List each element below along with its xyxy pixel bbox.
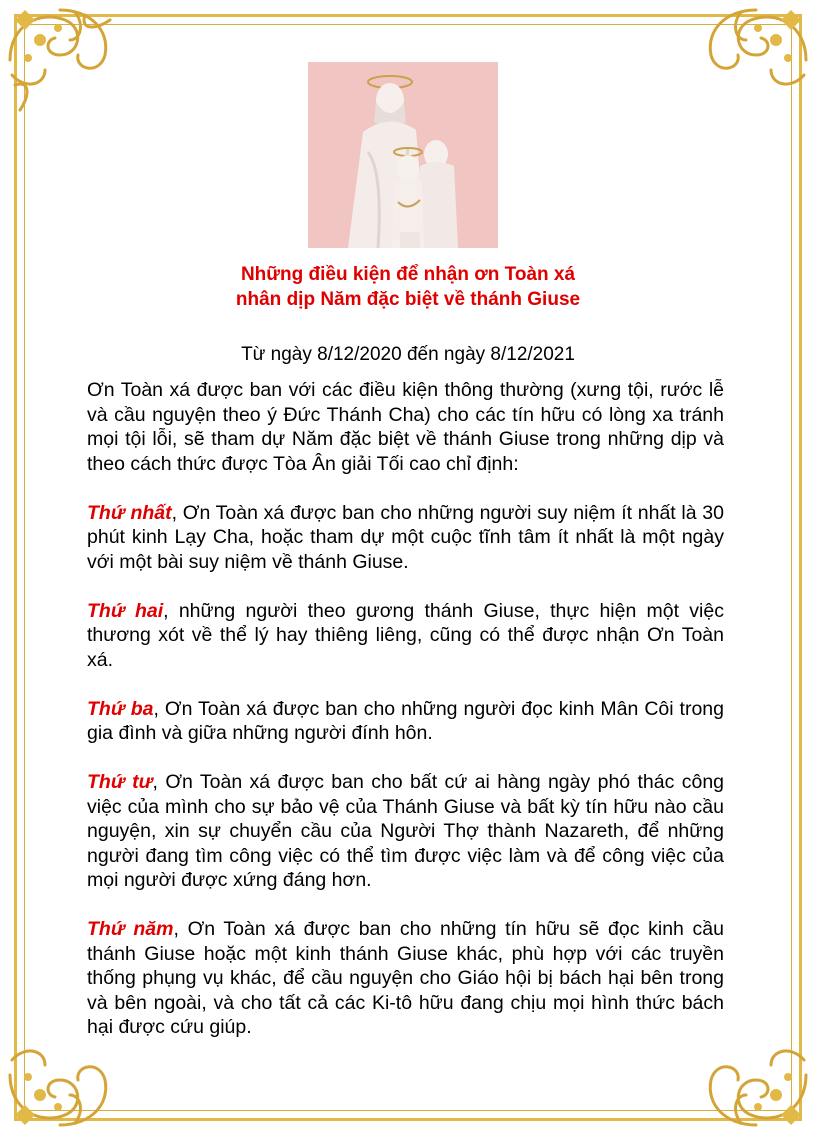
document-body <box>87 378 724 1064</box>
condition-paragraph-5 <box>87 917 724 1040</box>
condition-paragraph-3 <box>87 697 724 746</box>
condition-lead: Thứ tư <box>87 771 153 793</box>
condition-lead: Thứ nhất <box>87 501 172 524</box>
corner-ornament-top-left <box>0 0 130 130</box>
title-line-2: nhân dịp Năm đặc biệt về thánh Giuse <box>235 289 581 310</box>
condition-paragraph-4 <box>87 770 724 893</box>
condition-text: , Ơn Toàn xá được ban cho những tín hữu sẽ đọc kinh cầu thánh Giuse hoặc một kinh thánh Giuse khác, phù hợp với các truyền thống phụng vụ khác, để cầu nguyện cho Giáo hội bị bách hại bên trong và bên ngoài, và cho tất cả các Ki-tô hữu đang chịu mọi hình thức bách hại được cứu giúp. <box>87 918 724 1038</box>
condition-text: , những người theo gương thánh Giuse, thực hiện một việc thương xót về thể lý hay thiêng liêng, cũng có thể được nhận Ơn Toàn xá. <box>87 599 724 671</box>
condition-text: , Ơn Toàn xá được ban cho những người suy niệm ít nhất là 30 phút kinh Lạy Cha, hoặc tham dự một cuộc tĩnh tâm ít nhất là một ngày với một bài suy niệm về thánh Giuse. <box>87 501 724 573</box>
condition-text: , Ơn Toàn xá được ban cho những người đọc kinh Mân Côi trong gia đình và giữa những người đính hôn. <box>87 697 724 744</box>
condition-lead: Thứ hai <box>87 599 164 622</box>
title-line-1: Những điều kiện để nhận ơn Toàn xá <box>240 264 576 285</box>
corner-ornament-top-right <box>686 0 816 130</box>
condition-paragraph-2 <box>87 599 724 673</box>
saint-joseph-statue-image <box>308 62 498 248</box>
document-title <box>90 262 726 312</box>
condition-lead: Thứ năm <box>87 918 174 940</box>
condition-text: , Ơn Toàn xá được ban cho bất cứ ai hàng ngày phó thác công việc của mình cho sự bảo vệ của Thánh Giuse và bất kỳ tín hữu nào cầu nguyện, xin sự chuyển cầu của Người Thợ thành Nazareth, để những người đang tìm công việc có thể tìm được việc làm và để công việc của mọi người được xứng đáng hơn. <box>87 771 725 891</box>
intro-paragraph: Ơn Toàn xá được ban với các điều kiện thông thường (xưng tội, rước lễ và cầu nguyện theo ý Đức Thánh Cha) cho các tín hữu có lòng xa tránh mọi tội lỗi, sẽ tham dự Năm đặc biệt về thánh Giuse trong những dịp và theo cách thức được Tòa Ân giải Tối cao chỉ định: <box>87 379 724 475</box>
condition-lead: Thứ ba <box>87 697 154 720</box>
date-range: Từ ngày 8/12/2020 đến ngày 8/12/2021 <box>241 344 575 365</box>
condition-paragraph-1 <box>87 501 724 575</box>
